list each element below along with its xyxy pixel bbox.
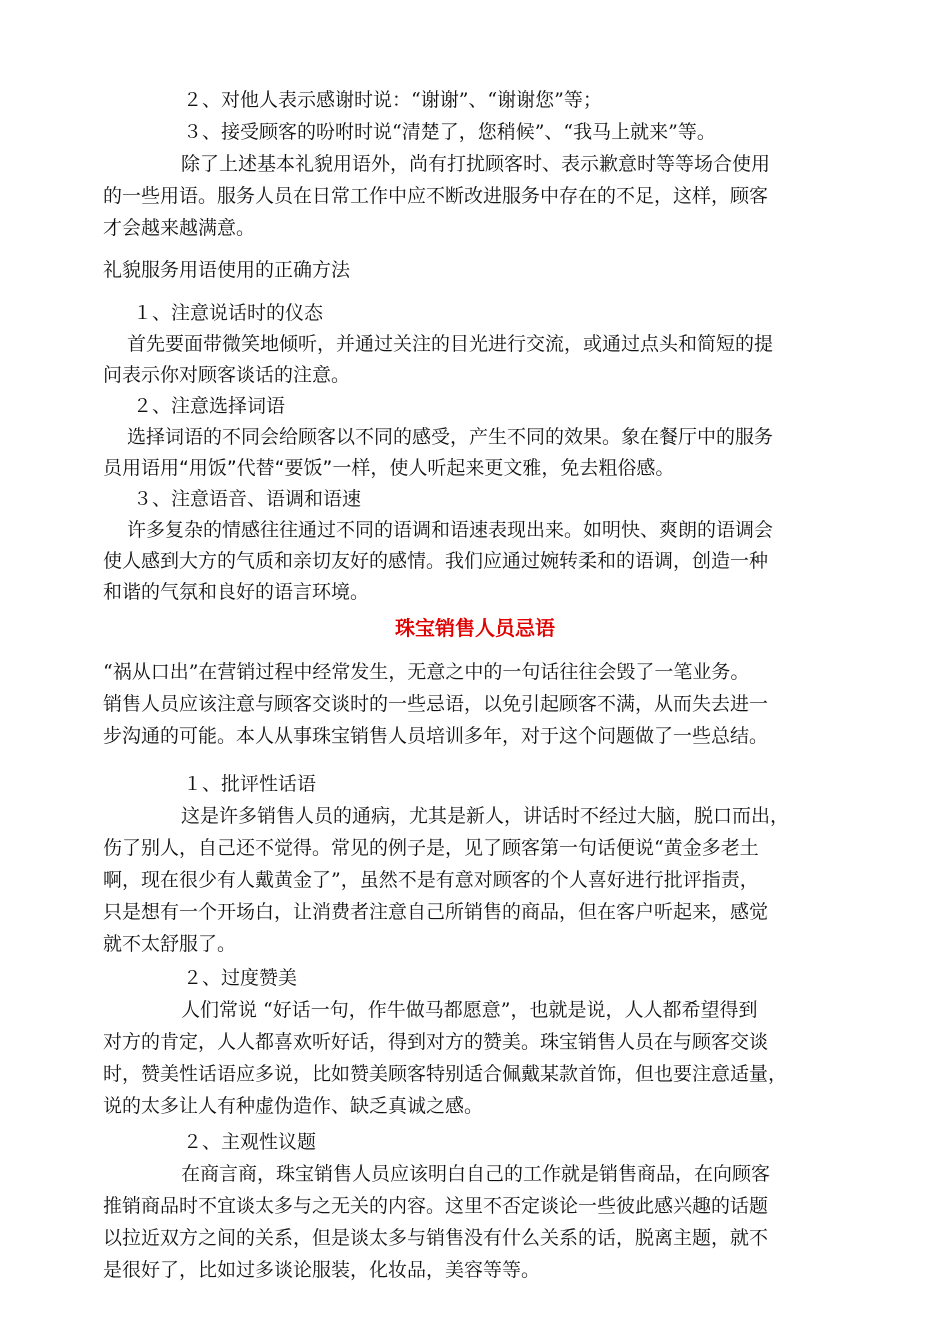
document-title <box>0 612 950 641</box>
document-title-text: 珠宝销售人员忌语 <box>395 616 555 640</box>
subsection <box>103 768 789 960</box>
section-heading-text: 礼貌服务用语使用的正确方法 <box>103 259 351 281</box>
intro-paragraph <box>103 656 768 752</box>
list-item-text: ３、接受顾客的吩咐时说“清楚了，您稍候”、“我马上就来”等。 <box>183 121 716 143</box>
subsection <box>103 298 773 608</box>
paragraph-line: 推销商品时不宜谈太多与之无关的内容。这里不否定谈论一些彼此感兴趣的话题 <box>103 1195 769 1217</box>
paragraph-line: 才会越来越满意。 <box>103 217 256 239</box>
paragraph-line: 的一些用语。服务人员在日常工作中应不断改进服务中存在的不足，这样，顾客 <box>103 185 769 207</box>
paragraph-line: 就不太舒服了。 <box>103 933 237 955</box>
paragraph-line: 啊，现在很少有人戴黄金了”，虽然不是有意对顾客的个人喜好进行批评指责， <box>103 869 759 891</box>
paragraph-line: 是很好了，比如过多谈论服装，化妆品，美容等等。 <box>103 1259 541 1281</box>
paragraph-line: 许多复杂的情感往往通过不同的语调和语速表现出来。如明快、爽朗的语调会 <box>127 519 774 541</box>
paragraph-line: 时，赞美性话语应多说，比如赞美顾客特别适合佩戴某款首饰，但也要注意适量， <box>103 1063 788 1085</box>
paragraph-line: 步沟通的可能。本人从事珠宝销售人员培训多年，对于这个问题做了一些总结。 <box>103 725 769 747</box>
paragraph-line: 员用语用“用饭”代替“要饭”一样，使人听起来更文雅，免去粗俗感。 <box>103 457 675 479</box>
paragraph-line: 在商言商，珠宝销售人员应该明白自己的工作就是销售商品，在向顾客 <box>181 1163 771 1185</box>
paragraph-line: 对方的肯定，人人都喜欢听好话，得到对方的赞美。珠宝销售人员在与顾客交谈 <box>103 1031 769 1053</box>
paragraph-line: 说的太多让人有种虚伪造作、缺乏真诚之感。 <box>103 1095 484 1117</box>
paragraph-line: 使人感到大方的气质和亲切友好的感情。我们应通过婉转柔和的语调，创造一种 <box>103 550 769 572</box>
paragraph-line: 问表示你对顾客谈话的注意。 <box>103 364 351 386</box>
list-item-text: ２、对他人表示感谢时说：“谢谢”、“谢谢您”等； <box>183 89 602 111</box>
paragraph-line: 只是想有一个开场白，让消费者注意自己所销售的商品，但在客户听起来，感觉 <box>103 901 769 923</box>
paragraph-line: 销售人员应该注意与顾客交谈时的一些忌语，以免引起顾客不满，从而失去进一 <box>103 693 769 715</box>
list-item <box>183 84 602 116</box>
paragraph-line: 人们常说 “好话一句，作牛做马都愿意”，也就是说，人人都希望得到 <box>181 999 758 1021</box>
subsection-heading: ３、注意语音、语调和语速 <box>133 488 362 510</box>
subsection <box>103 962 787 1122</box>
paragraph-line: 首先要面带微笑地倾听，并通过关注的目光进行交流，或通过点头和简短的提 <box>127 333 774 355</box>
paragraph-line: 除了上述基本礼貌用语外，尚有打扰顾客时、表示歉意时等等场合使用 <box>181 153 771 175</box>
paragraph-line: 以拉近双方之间的关系，但是谈太多与销售没有什么关系的话，脱离主题，就不 <box>103 1227 769 1249</box>
list-item <box>183 116 716 148</box>
subsection-heading: ２、过度赞美 <box>183 967 298 989</box>
subsection <box>103 1126 770 1286</box>
subsection-heading: １、批评性话语 <box>183 773 317 795</box>
subsection-heading: １、注意说话时的仪态 <box>133 302 324 324</box>
section-heading <box>103 254 350 286</box>
paragraph-line: 这是许多销售人员的通病，尤其是新人，讲话时不经过大脑，脱口而出， <box>181 805 790 827</box>
paragraph-line: “祸从口出”在营销过程中经常发生，无意之中的一句话往往会毁了一笔业务。 <box>103 661 750 683</box>
subsection-heading: ２、注意选择词语 <box>133 395 286 417</box>
paragraph <box>103 148 770 244</box>
paragraph-line: 伤了别人，自己还不觉得。常见的例子是，见了顾客第一句话便说“黄金多老土 <box>103 837 759 859</box>
paragraph-line: 和谐的气氛和良好的语言环境。 <box>103 581 370 603</box>
paragraph-line: 选择词语的不同会给顾客以不同的感受，产生不同的效果。象在餐厅中的服务 <box>127 426 774 448</box>
subsection-heading: ２、主观性议题 <box>183 1131 317 1153</box>
